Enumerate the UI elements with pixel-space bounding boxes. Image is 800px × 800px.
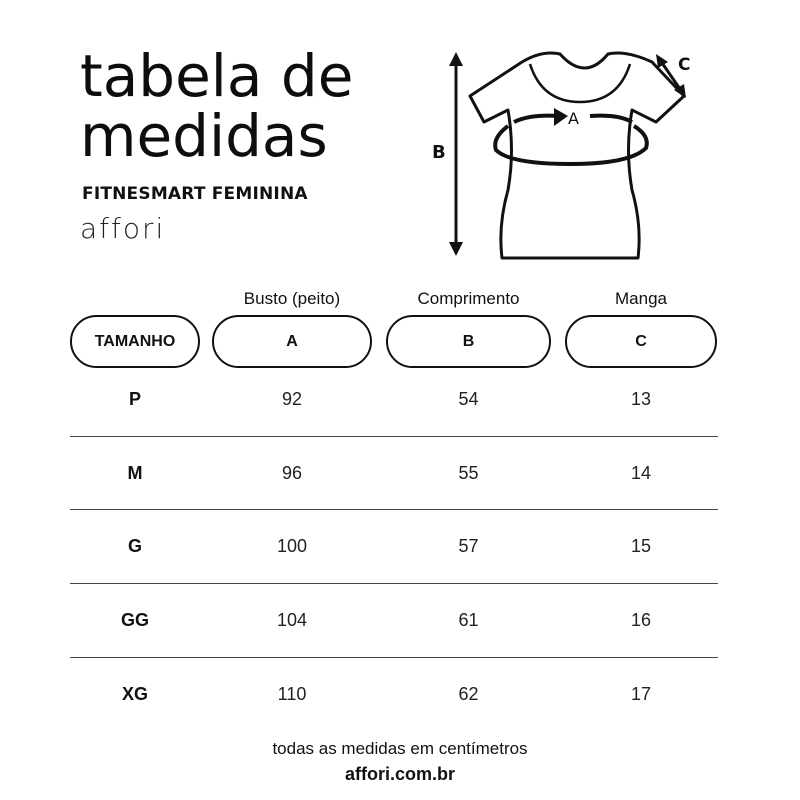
size-cell: P: [128, 388, 141, 409]
bust-cell: 92: [281, 388, 303, 409]
product-subtitle: FITNESMART FEMININA: [82, 184, 308, 204]
bust-cell: 104: [276, 609, 308, 630]
table-row: [70, 362, 718, 436]
label-b: B: [432, 142, 446, 163]
table-row: [70, 509, 718, 583]
sleeve-cell: 14: [630, 462, 652, 483]
caption-bust: Busto (peito): [243, 289, 341, 308]
sleeve-cell: 15: [630, 535, 652, 556]
length-cell: 54: [458, 388, 479, 409]
label-a: A: [568, 109, 579, 128]
size-cell: XG: [121, 683, 148, 704]
bust-cell: 100: [276, 535, 308, 556]
bust-cell: 96: [281, 462, 303, 483]
header-pill-size: TAMANHO: [70, 315, 200, 368]
bust-cell: 110: [277, 683, 307, 704]
length-cell: 57: [458, 535, 479, 556]
brand-logo: affori: [80, 212, 166, 245]
units-note: todas as medidas em centímetros: [272, 739, 528, 758]
label-c: C: [678, 55, 691, 75]
header-pill-a: A: [212, 315, 372, 368]
sleeve-cell: 17: [630, 683, 652, 704]
length-cell: 55: [458, 462, 479, 483]
table-row: [70, 583, 718, 657]
length-cell: 62: [458, 683, 479, 704]
size-cell: GG: [120, 609, 149, 630]
title-line-2: medidas: [80, 102, 328, 170]
table-row: [70, 436, 718, 510]
size-cell: M: [127, 462, 143, 483]
length-cell: 61: [458, 609, 479, 630]
caption-sleeve: Manga: [615, 289, 667, 308]
header-pill-c: C: [565, 315, 717, 368]
website-link[interactable]: affori.com.br: [344, 764, 455, 784]
length-arrow: [449, 52, 463, 256]
sleeve-cell: 13: [630, 388, 652, 409]
tshirt-measurement-diagram: [420, 40, 700, 270]
title-line-1: tabela de: [80, 42, 354, 110]
header-pill-b: B: [386, 315, 551, 368]
table-row: [70, 657, 718, 731]
caption-length: Comprimento: [417, 289, 520, 308]
size-cell: G: [127, 535, 142, 556]
sleeve-cell: 16: [630, 609, 652, 630]
